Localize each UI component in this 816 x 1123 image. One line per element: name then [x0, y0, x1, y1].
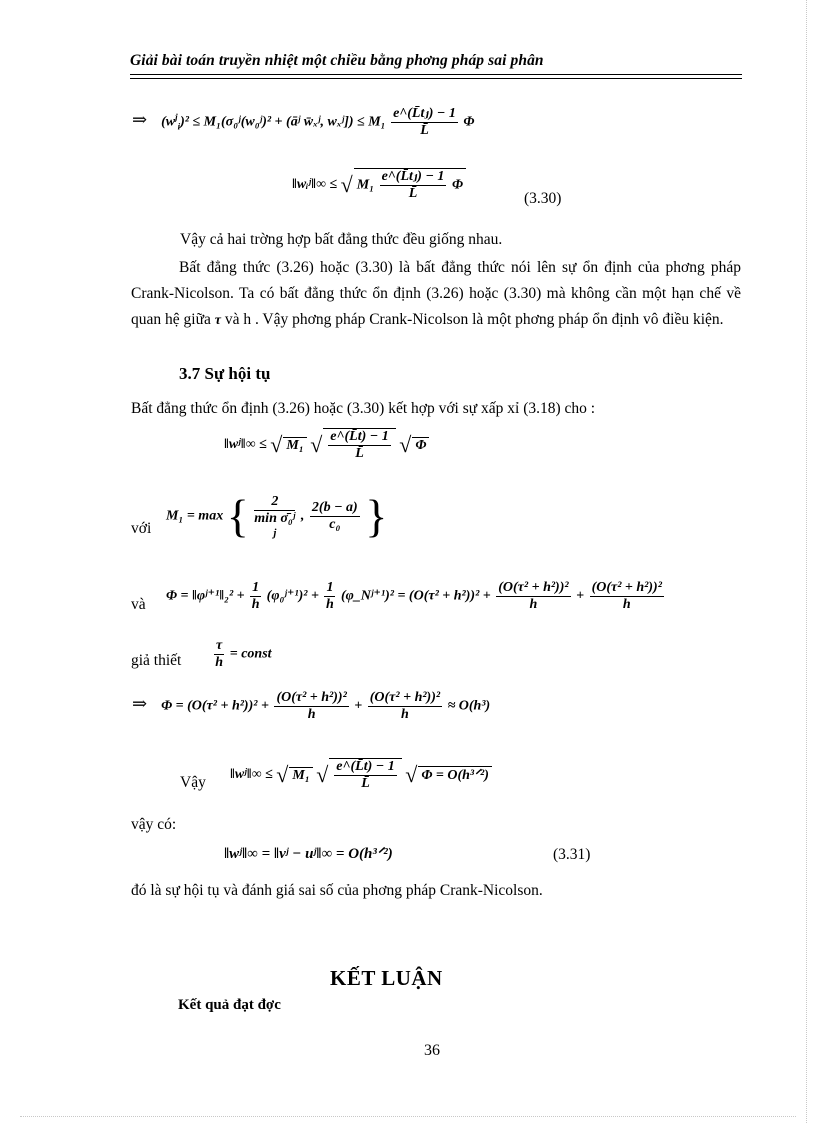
equation-3-30: ‖wᵢʲ‖∞ ≤ √ M₁ $\frac{\text{e\textasciicircum{}(L̄tⱼ) − 1}}{L̄}$ Φ: [292, 168, 466, 202]
paragraph-conclusion-convergence: đó là sự hội tụ và đánh giá sai số của phơng pháp Crank-Nicolson.: [131, 882, 543, 899]
paragraph-both-cases: Vậy cả hai trờng hợp bất đẳng thức đều giống nhau.: [180, 231, 503, 248]
label-with: với: [131, 520, 152, 537]
running-header: Giải bài toán truyền nhiệt một chiều bằng phơng pháp sai phân: [130, 52, 544, 69]
equation-assumption: $\frac{\tau}{h}$ = const: [215, 638, 272, 670]
conclusion-title: KẾT LUẬN: [330, 966, 443, 990]
equation-norm-bound: ‖wʲ‖∞ ≤ √ M₁ √ $\frac{e\^{}(L̄t) - 1}{L̄}$ √ Φ: [224, 428, 429, 462]
label-and: và: [131, 596, 146, 613]
section-title-convergence: 3.7 Sự hội tụ: [179, 364, 271, 383]
equation-convergence-order: ‖wʲ‖∞ ≤ √ M₁ √ $\frac{e\^{}(L̄t) - 1}{L̄}$ √ Φ = O(h³ᐟ²): [230, 758, 492, 792]
header-rule-top: [130, 74, 742, 75]
equation-number-3-31: (3.31): [553, 846, 591, 863]
tau-symbol: τ: [214, 313, 221, 328]
equation-phi-definition: Φ = ‖φʲ⁺¹‖₂² + $\frac{1}{h}$ (φ₀ʲ⁺¹)² + $\frac{1}{h}$ (φ_Nʲ⁺¹)² = (O(τ² + h²))² + $\frac{\text{(O(τ² + h²))²}}{h}$ + $\frac{\text{(O(τ² + h²))²}}{h}$: [166, 580, 662, 612]
paragraph-stability-combined: Bất đẳng thức ổn định (3.26) hoặc (3.30) kết hợp với sự xấp xỉ (3.18) cho :: [131, 400, 596, 417]
page-edge-right: [806, 0, 807, 1123]
label-so-have: vậy có:: [131, 816, 177, 833]
conclusion-subtitle: Kết quả đạt đợc: [178, 997, 281, 1013]
equation-3-31: ‖wʲ‖∞ = ‖vʲ − uʲ‖∞ = O(h³ᐟ²): [224, 846, 393, 862]
page-number: 36: [424, 1042, 440, 1059]
equation-number-3-30: (3.30): [524, 190, 562, 207]
paragraph-stability: Bất đẳng thức (3.26) hoặc (3.30) là bất đẳng thức nói lên sự ổn định của phơng pháp Crank-Nicolson. Ta có bất đẳng thức ổn định (3.26) hoặc (3.30) mà không cần một hạn chế về quan hệ giữa τ và h . Vậy phơng pháp Crank-Nicolson là một phơng pháp ổn định vô điều kiện.: [131, 259, 741, 328]
label-assumption: giả thiết: [131, 652, 182, 669]
equation-phi-order: ⇒ Φ = (O(τ² + h²))² + $\frac{\text{(O(τ² + h²))²}}{h}$ + $\frac{\text{(O(τ² + h²))²}}{h}$ ≈ O(h³): [132, 690, 491, 722]
equation-m1-definition: M₁ = max { 2 min σ̄₀ʲ j , $\frac{2(b - a)}{\text{c₀}}$ }: [166, 490, 388, 542]
equation-implication-1: ⇒ $(w^j_i)^2$ ≤ M₁(σ₀ʲ(w₀ʲ)² + (āʲ w̄ₓʲ, wₓʲ]) ≤ M₁ $\frac{\text{e\textasciicircum{}(L̄tⱼ) − 1}}{L̄}$ Φ: [132, 106, 475, 138]
label-so: Vậy: [180, 774, 206, 791]
header-rule-bottom: [130, 78, 742, 79]
page-edge-bottom: [20, 1116, 796, 1117]
